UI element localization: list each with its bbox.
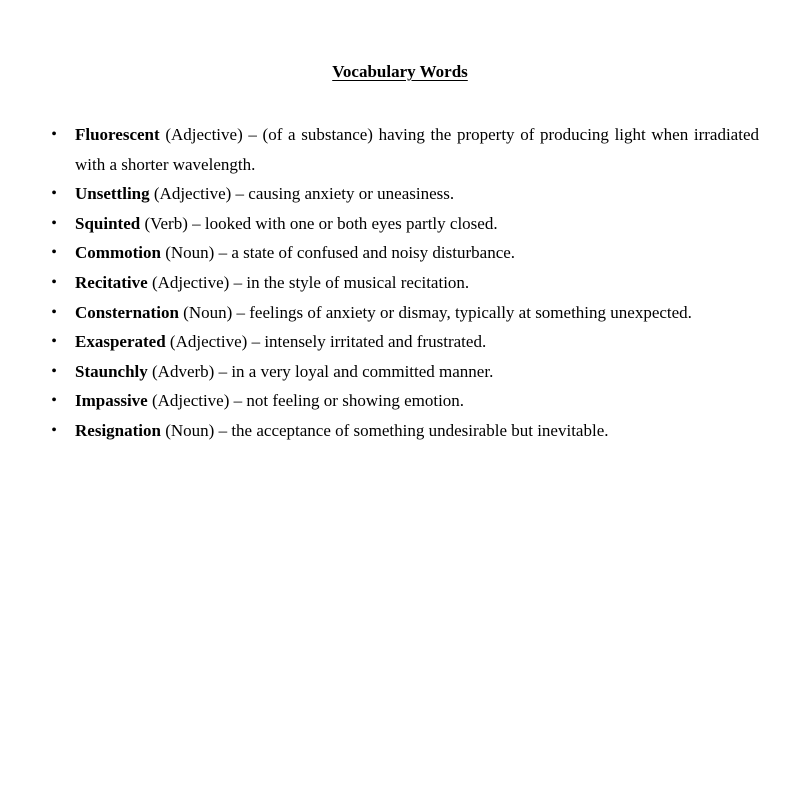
vocabulary-item — [40, 238, 759, 268]
vocabulary-term: Staunchly — [75, 361, 148, 381]
vocabulary-term: Fluorescent — [75, 125, 160, 144]
bullet-icon: • — [51, 273, 57, 291]
part-of-speech: (Adjective) — [151, 391, 230, 411]
part-of-speech: (Adjective) — [153, 184, 232, 204]
definition: – causing anxiety or uneasiness. — [235, 184, 455, 204]
vocabulary-item — [40, 179, 759, 209]
definition: – intensely irritated and frustrated. — [251, 332, 487, 352]
definition: – in a very loyal and committed manner. — [218, 361, 494, 381]
vocabulary-term: Recitative — [75, 272, 148, 292]
vocabulary-item — [40, 416, 759, 446]
bullet-icon: • — [51, 244, 57, 262]
definition: – (of a substance) having the property of producing light when irradiated with a shorter wavelength. — [75, 125, 760, 174]
vocabulary-term: Impassive — [75, 391, 148, 411]
bullet-icon: • — [51, 214, 57, 232]
page-title: Vocabulary Words — [332, 62, 468, 81]
vocabulary-item — [40, 386, 759, 416]
definition: – not feeling or showing emotion. — [233, 391, 465, 411]
definition: – a state of confused and noisy disturbance. — [218, 243, 516, 263]
bullet-icon: • — [51, 303, 57, 321]
bullet-icon: • — [51, 421, 57, 439]
vocabulary-term: Exasperated — [75, 332, 166, 352]
vocabulary-list — [40, 120, 759, 446]
definition: – looked with one or both eyes partly closed. — [192, 213, 498, 233]
vocabulary-term: Consternation — [75, 302, 179, 322]
bullet-icon: • — [51, 362, 57, 380]
definition: – in the style of musical recitation. — [233, 272, 470, 292]
bullet-icon: • — [51, 333, 57, 351]
vocabulary-item — [40, 357, 759, 387]
vocabulary-item — [40, 327, 759, 357]
vocabulary-item — [40, 120, 759, 179]
vocabulary-term: Unsettling — [75, 184, 150, 204]
part-of-speech: (Adjective) — [151, 272, 230, 292]
definition: – feelings of anxiety or dismay, typically at something unexpected. — [236, 302, 692, 322]
part-of-speech: (Noun) — [165, 420, 215, 440]
bullet-icon: • — [51, 126, 57, 143]
part-of-speech: (Noun) — [183, 302, 233, 322]
bullet-icon: • — [51, 185, 57, 203]
vocabulary-item — [40, 298, 759, 328]
part-of-speech: (Noun) — [165, 243, 215, 263]
bullet-icon: • — [51, 392, 57, 410]
definition: – the acceptance of something undesirable but inevitable. — [218, 420, 609, 440]
vocabulary-term: Resignation — [75, 420, 161, 440]
part-of-speech: (Verb) — [144, 213, 188, 233]
vocabulary-term: Squinted — [75, 213, 141, 233]
part-of-speech: (Adverb) — [152, 361, 215, 381]
vocabulary-item — [40, 209, 759, 239]
part-of-speech: (Adjective) — [165, 125, 243, 144]
part-of-speech: (Adjective) — [169, 332, 248, 352]
vocabulary-item — [40, 268, 759, 298]
vocabulary-term: Commotion — [75, 243, 161, 263]
